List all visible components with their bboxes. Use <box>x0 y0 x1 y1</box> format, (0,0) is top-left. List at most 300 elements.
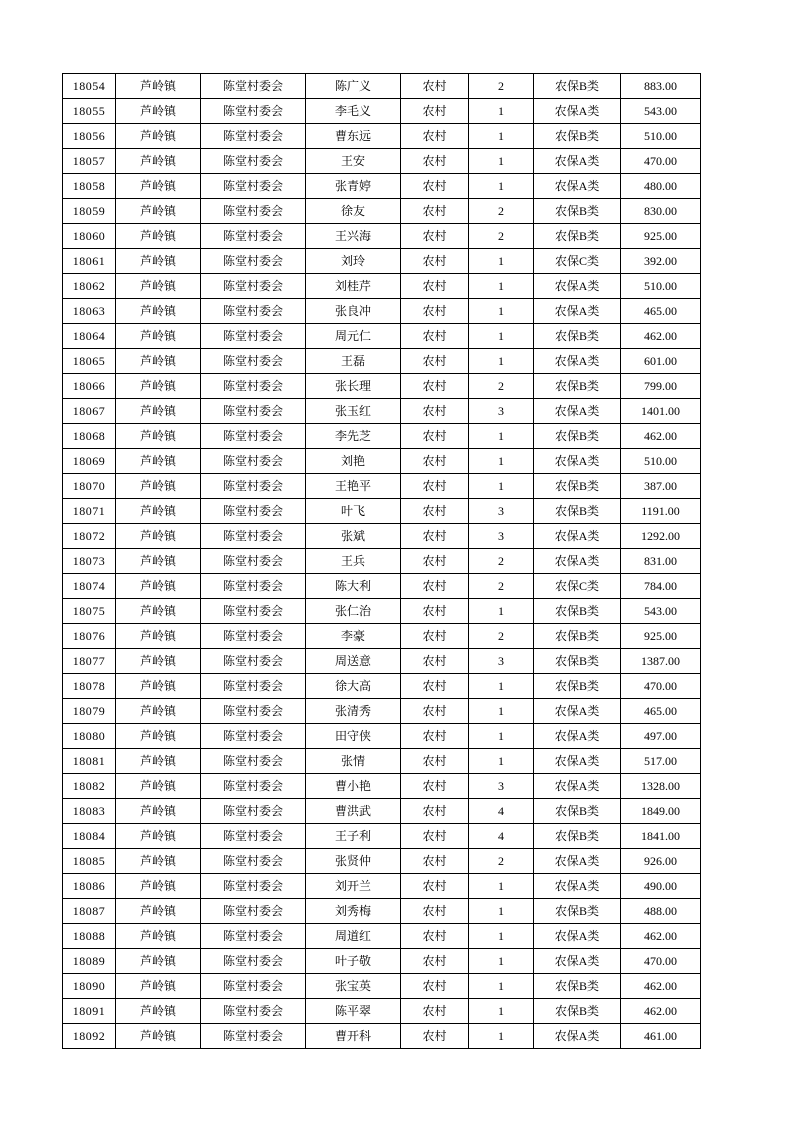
cell-amount: 1191.00 <box>621 499 701 524</box>
cell-village: 陈堂村委会 <box>201 774 306 799</box>
table-row <box>63 449 701 474</box>
cell-name: 张清秀 <box>306 699 401 724</box>
cell-type: 农村 <box>401 374 469 399</box>
cell-type: 农村 <box>401 199 469 224</box>
table-row <box>63 74 701 99</box>
table-row <box>63 124 701 149</box>
cell-category: 农保B类 <box>534 824 621 849</box>
cell-amount: 465.00 <box>621 699 701 724</box>
cell-village: 陈堂村委会 <box>201 624 306 649</box>
cell-name: 陈大利 <box>306 574 401 599</box>
cell-village: 陈堂村委会 <box>201 224 306 249</box>
cell-amount: 462.00 <box>621 974 701 999</box>
cell-id: 18075 <box>63 599 116 624</box>
cell-village: 陈堂村委会 <box>201 124 306 149</box>
cell-amount: 497.00 <box>621 724 701 749</box>
cell-name: 徐友 <box>306 199 401 224</box>
cell-amount: 462.00 <box>621 924 701 949</box>
cell-town: 芦岭镇 <box>116 224 201 249</box>
cell-village: 陈堂村委会 <box>201 174 306 199</box>
cell-amount: 461.00 <box>621 1024 701 1049</box>
cell-id: 18064 <box>63 324 116 349</box>
cell-id: 18073 <box>63 549 116 574</box>
cell-town: 芦岭镇 <box>116 849 201 874</box>
cell-id: 18054 <box>63 74 116 99</box>
cell-town: 芦岭镇 <box>116 924 201 949</box>
cell-category: 农保A类 <box>534 699 621 724</box>
cell-name: 刘秀梅 <box>306 899 401 924</box>
cell-category: 农保B类 <box>534 624 621 649</box>
cell-count: 1 <box>469 324 534 349</box>
cell-village: 陈堂村委会 <box>201 874 306 899</box>
cell-category: 农保A类 <box>534 99 621 124</box>
cell-count: 2 <box>469 199 534 224</box>
cell-type: 农村 <box>401 849 469 874</box>
cell-name: 张情 <box>306 749 401 774</box>
cell-type: 农村 <box>401 249 469 274</box>
cell-town: 芦岭镇 <box>116 299 201 324</box>
cell-id: 18061 <box>63 249 116 274</box>
table-row <box>63 999 701 1024</box>
cell-town: 芦岭镇 <box>116 974 201 999</box>
cell-town: 芦岭镇 <box>116 874 201 899</box>
cell-category: 农保B类 <box>534 324 621 349</box>
cell-category: 农保B类 <box>534 974 621 999</box>
table-body <box>63 74 701 1049</box>
table-row <box>63 199 701 224</box>
cell-category: 农保A类 <box>534 549 621 574</box>
cell-name: 徐大高 <box>306 674 401 699</box>
cell-category: 农保B类 <box>534 74 621 99</box>
table-row <box>63 224 701 249</box>
table-row <box>63 549 701 574</box>
cell-count: 3 <box>469 649 534 674</box>
cell-count: 2 <box>469 74 534 99</box>
cell-amount: 470.00 <box>621 149 701 174</box>
cell-category: 农保B类 <box>534 374 621 399</box>
cell-village: 陈堂村委会 <box>201 199 306 224</box>
cell-town: 芦岭镇 <box>116 474 201 499</box>
cell-category: 农保A类 <box>534 1024 621 1049</box>
cell-amount: 470.00 <box>621 949 701 974</box>
cell-name: 周元仁 <box>306 324 401 349</box>
cell-amount: 543.00 <box>621 599 701 624</box>
cell-village: 陈堂村委会 <box>201 924 306 949</box>
cell-category: 农保B类 <box>534 999 621 1024</box>
cell-id: 18085 <box>63 849 116 874</box>
cell-town: 芦岭镇 <box>116 799 201 824</box>
cell-id: 18058 <box>63 174 116 199</box>
cell-category: 农保B类 <box>534 899 621 924</box>
cell-count: 1 <box>469 349 534 374</box>
cell-category: 农保A类 <box>534 274 621 299</box>
cell-count: 1 <box>469 749 534 774</box>
table-row <box>63 699 701 724</box>
cell-name: 张玉红 <box>306 399 401 424</box>
cell-id: 18062 <box>63 274 116 299</box>
cell-id: 18056 <box>63 124 116 149</box>
table-row <box>63 324 701 349</box>
cell-town: 芦岭镇 <box>116 899 201 924</box>
table-row <box>63 774 701 799</box>
cell-count: 2 <box>469 574 534 599</box>
cell-id: 18078 <box>63 674 116 699</box>
cell-town: 芦岭镇 <box>116 774 201 799</box>
cell-amount: 799.00 <box>621 374 701 399</box>
cell-town: 芦岭镇 <box>116 549 201 574</box>
cell-count: 1 <box>469 949 534 974</box>
cell-town: 芦岭镇 <box>116 524 201 549</box>
cell-id: 18086 <box>63 874 116 899</box>
cell-town: 芦岭镇 <box>116 249 201 274</box>
cell-village: 陈堂村委会 <box>201 599 306 624</box>
cell-category: 农保A类 <box>534 924 621 949</box>
cell-id: 18066 <box>63 374 116 399</box>
benefits-table <box>62 73 701 1049</box>
cell-category: 农保B类 <box>534 199 621 224</box>
cell-amount: 1841.00 <box>621 824 701 849</box>
cell-type: 农村 <box>401 149 469 174</box>
cell-name: 王子利 <box>306 824 401 849</box>
cell-name: 李豪 <box>306 624 401 649</box>
cell-town: 芦岭镇 <box>116 374 201 399</box>
table-row <box>63 99 701 124</box>
cell-id: 18063 <box>63 299 116 324</box>
cell-village: 陈堂村委会 <box>201 824 306 849</box>
table-row <box>63 649 701 674</box>
cell-count: 2 <box>469 374 534 399</box>
cell-count: 1 <box>469 124 534 149</box>
table-row <box>63 499 701 524</box>
cell-name: 王磊 <box>306 349 401 374</box>
cell-type: 农村 <box>401 449 469 474</box>
cell-id: 18077 <box>63 649 116 674</box>
cell-type: 农村 <box>401 924 469 949</box>
cell-town: 芦岭镇 <box>116 624 201 649</box>
cell-category: 农保A类 <box>534 849 621 874</box>
cell-category: 农保A类 <box>534 349 621 374</box>
table-row <box>63 299 701 324</box>
cell-type: 农村 <box>401 299 469 324</box>
cell-amount: 462.00 <box>621 424 701 449</box>
table-row <box>63 824 701 849</box>
table-row <box>63 724 701 749</box>
cell-count: 1 <box>469 674 534 699</box>
cell-count: 1 <box>469 699 534 724</box>
cell-village: 陈堂村委会 <box>201 1024 306 1049</box>
cell-category: 农保A类 <box>534 149 621 174</box>
cell-count: 1 <box>469 149 534 174</box>
cell-id: 18060 <box>63 224 116 249</box>
cell-town: 芦岭镇 <box>116 149 201 174</box>
cell-category: 农保B类 <box>534 224 621 249</box>
cell-village: 陈堂村委会 <box>201 399 306 424</box>
cell-count: 4 <box>469 799 534 824</box>
cell-count: 3 <box>469 524 534 549</box>
cell-amount: 387.00 <box>621 474 701 499</box>
cell-amount: 830.00 <box>621 199 701 224</box>
cell-type: 农村 <box>401 124 469 149</box>
cell-village: 陈堂村委会 <box>201 949 306 974</box>
cell-town: 芦岭镇 <box>116 199 201 224</box>
cell-count: 1 <box>469 299 534 324</box>
cell-category: 农保A类 <box>534 524 621 549</box>
cell-amount: 925.00 <box>621 224 701 249</box>
table-row <box>63 874 701 899</box>
cell-town: 芦岭镇 <box>116 274 201 299</box>
cell-type: 农村 <box>401 349 469 374</box>
cell-amount: 926.00 <box>621 849 701 874</box>
table-row <box>63 674 701 699</box>
cell-count: 3 <box>469 774 534 799</box>
cell-id: 18090 <box>63 974 116 999</box>
cell-amount: 831.00 <box>621 549 701 574</box>
cell-name: 曹东远 <box>306 124 401 149</box>
cell-village: 陈堂村委会 <box>201 574 306 599</box>
cell-amount: 490.00 <box>621 874 701 899</box>
cell-type: 农村 <box>401 749 469 774</box>
cell-amount: 465.00 <box>621 299 701 324</box>
cell-amount: 601.00 <box>621 349 701 374</box>
cell-town: 芦岭镇 <box>116 399 201 424</box>
cell-count: 2 <box>469 224 534 249</box>
cell-type: 农村 <box>401 174 469 199</box>
cell-category: 农保B类 <box>534 124 621 149</box>
cell-amount: 543.00 <box>621 99 701 124</box>
cell-id: 18072 <box>63 524 116 549</box>
cell-id: 18087 <box>63 899 116 924</box>
cell-village: 陈堂村委会 <box>201 899 306 924</box>
cell-category: 农保A类 <box>534 299 621 324</box>
cell-count: 1 <box>469 899 534 924</box>
cell-count: 4 <box>469 824 534 849</box>
table-row <box>63 624 701 649</box>
cell-town: 芦岭镇 <box>116 699 201 724</box>
cell-village: 陈堂村委会 <box>201 799 306 824</box>
cell-village: 陈堂村委会 <box>201 524 306 549</box>
cell-type: 农村 <box>401 824 469 849</box>
cell-village: 陈堂村委会 <box>201 724 306 749</box>
table-row <box>63 599 701 624</box>
cell-amount: 1292.00 <box>621 524 701 549</box>
cell-name: 李先芝 <box>306 424 401 449</box>
table-row <box>63 374 701 399</box>
cell-town: 芦岭镇 <box>116 1024 201 1049</box>
cell-category: 农保A类 <box>534 174 621 199</box>
cell-type: 农村 <box>401 324 469 349</box>
cell-count: 1 <box>469 599 534 624</box>
cell-amount: 510.00 <box>621 124 701 149</box>
cell-town: 芦岭镇 <box>116 174 201 199</box>
cell-id: 18071 <box>63 499 116 524</box>
cell-type: 农村 <box>401 399 469 424</box>
table-row <box>63 574 701 599</box>
cell-amount: 1401.00 <box>621 399 701 424</box>
cell-id: 18080 <box>63 724 116 749</box>
cell-amount: 1849.00 <box>621 799 701 824</box>
cell-category: 农保B类 <box>534 599 621 624</box>
cell-type: 农村 <box>401 99 469 124</box>
cell-name: 张仁治 <box>306 599 401 624</box>
cell-village: 陈堂村委会 <box>201 974 306 999</box>
cell-id: 18068 <box>63 424 116 449</box>
cell-type: 农村 <box>401 549 469 574</box>
table-row <box>63 149 701 174</box>
cell-count: 2 <box>469 849 534 874</box>
cell-type: 农村 <box>401 624 469 649</box>
table-row <box>63 349 701 374</box>
cell-name: 周道红 <box>306 924 401 949</box>
cell-amount: 488.00 <box>621 899 701 924</box>
cell-name: 陈平翠 <box>306 999 401 1024</box>
cell-name: 王兵 <box>306 549 401 574</box>
cell-category: 农保A类 <box>534 874 621 899</box>
cell-type: 农村 <box>401 499 469 524</box>
cell-village: 陈堂村委会 <box>201 449 306 474</box>
cell-town: 芦岭镇 <box>116 949 201 974</box>
cell-name: 曹洪武 <box>306 799 401 824</box>
cell-category: 农保B类 <box>534 649 621 674</box>
cell-count: 3 <box>469 399 534 424</box>
cell-category: 农保A类 <box>534 449 621 474</box>
cell-name: 张青婷 <box>306 174 401 199</box>
cell-category: 农保A类 <box>534 724 621 749</box>
cell-amount: 517.00 <box>621 749 701 774</box>
cell-type: 农村 <box>401 649 469 674</box>
cell-village: 陈堂村委会 <box>201 274 306 299</box>
cell-amount: 883.00 <box>621 74 701 99</box>
cell-id: 18074 <box>63 574 116 599</box>
cell-id: 18091 <box>63 999 116 1024</box>
cell-village: 陈堂村委会 <box>201 999 306 1024</box>
cell-village: 陈堂村委会 <box>201 374 306 399</box>
cell-type: 农村 <box>401 74 469 99</box>
cell-category: 农保C类 <box>534 249 621 274</box>
table-row <box>63 524 701 549</box>
table-row <box>63 799 701 824</box>
cell-id: 18089 <box>63 949 116 974</box>
cell-town: 芦岭镇 <box>116 649 201 674</box>
cell-id: 18084 <box>63 824 116 849</box>
table-row <box>63 924 701 949</box>
cell-count: 1 <box>469 449 534 474</box>
cell-type: 农村 <box>401 774 469 799</box>
cell-village: 陈堂村委会 <box>201 324 306 349</box>
cell-category: 农保B类 <box>534 674 621 699</box>
cell-village: 陈堂村委会 <box>201 649 306 674</box>
cell-id: 18057 <box>63 149 116 174</box>
cell-id: 18070 <box>63 474 116 499</box>
table-row <box>63 474 701 499</box>
cell-id: 18081 <box>63 749 116 774</box>
cell-id: 18059 <box>63 199 116 224</box>
table-row <box>63 949 701 974</box>
cell-town: 芦岭镇 <box>116 674 201 699</box>
cell-amount: 925.00 <box>621 624 701 649</box>
cell-type: 农村 <box>401 424 469 449</box>
cell-count: 1 <box>469 724 534 749</box>
cell-count: 1 <box>469 874 534 899</box>
table-row <box>63 249 701 274</box>
cell-count: 1 <box>469 249 534 274</box>
cell-count: 1 <box>469 99 534 124</box>
cell-village: 陈堂村委会 <box>201 849 306 874</box>
cell-amount: 392.00 <box>621 249 701 274</box>
cell-village: 陈堂村委会 <box>201 699 306 724</box>
table-row <box>63 274 701 299</box>
cell-town: 芦岭镇 <box>116 99 201 124</box>
cell-category: 农保A类 <box>534 749 621 774</box>
table-row <box>63 1024 701 1049</box>
cell-count: 1 <box>469 174 534 199</box>
cell-name: 张贤仲 <box>306 849 401 874</box>
cell-village: 陈堂村委会 <box>201 674 306 699</box>
cell-town: 芦岭镇 <box>116 599 201 624</box>
cell-count: 1 <box>469 999 534 1024</box>
cell-town: 芦岭镇 <box>116 124 201 149</box>
cell-type: 农村 <box>401 224 469 249</box>
table-row <box>63 749 701 774</box>
cell-town: 芦岭镇 <box>116 349 201 374</box>
cell-town: 芦岭镇 <box>116 74 201 99</box>
cell-name: 李毛义 <box>306 99 401 124</box>
cell-name: 王安 <box>306 149 401 174</box>
cell-name: 叶子敬 <box>306 949 401 974</box>
cell-town: 芦岭镇 <box>116 424 201 449</box>
cell-count: 2 <box>469 549 534 574</box>
cell-type: 农村 <box>401 799 469 824</box>
cell-name: 王兴海 <box>306 224 401 249</box>
cell-village: 陈堂村委会 <box>201 349 306 374</box>
cell-name: 张长理 <box>306 374 401 399</box>
cell-town: 芦岭镇 <box>116 999 201 1024</box>
cell-type: 农村 <box>401 599 469 624</box>
cell-name: 张宝英 <box>306 974 401 999</box>
cell-count: 3 <box>469 499 534 524</box>
cell-id: 18092 <box>63 1024 116 1049</box>
cell-village: 陈堂村委会 <box>201 474 306 499</box>
cell-type: 农村 <box>401 899 469 924</box>
cell-village: 陈堂村委会 <box>201 99 306 124</box>
cell-town: 芦岭镇 <box>116 824 201 849</box>
cell-amount: 1328.00 <box>621 774 701 799</box>
cell-village: 陈堂村委会 <box>201 299 306 324</box>
cell-category: 农保A类 <box>534 399 621 424</box>
cell-count: 1 <box>469 474 534 499</box>
cell-village: 陈堂村委会 <box>201 499 306 524</box>
cell-type: 农村 <box>401 1024 469 1049</box>
cell-name: 张良冲 <box>306 299 401 324</box>
cell-type: 农村 <box>401 999 469 1024</box>
cell-count: 1 <box>469 974 534 999</box>
cell-town: 芦岭镇 <box>116 449 201 474</box>
cell-village: 陈堂村委会 <box>201 549 306 574</box>
cell-amount: 510.00 <box>621 449 701 474</box>
cell-name: 周送意 <box>306 649 401 674</box>
cell-type: 农村 <box>401 474 469 499</box>
cell-type: 农村 <box>401 874 469 899</box>
cell-id: 18069 <box>63 449 116 474</box>
cell-name: 曹开科 <box>306 1024 401 1049</box>
cell-type: 农村 <box>401 524 469 549</box>
cell-type: 农村 <box>401 974 469 999</box>
cell-village: 陈堂村委会 <box>201 74 306 99</box>
cell-id: 18088 <box>63 924 116 949</box>
cell-name: 田守侠 <box>306 724 401 749</box>
cell-count: 1 <box>469 924 534 949</box>
cell-category: 农保B类 <box>534 474 621 499</box>
cell-category: 农保B类 <box>534 424 621 449</box>
